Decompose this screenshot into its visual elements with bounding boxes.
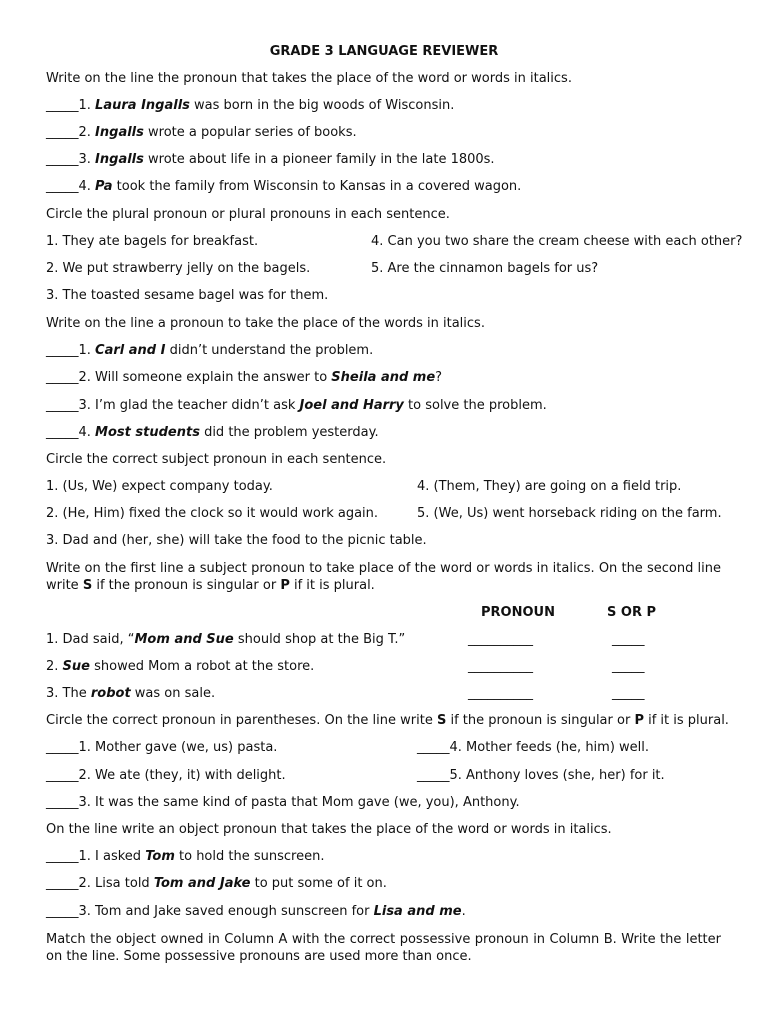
s4-item-4: 4. (Them, They) are going on a field trip.: [417, 479, 682, 494]
section-5-instruction: [46, 560, 721, 594]
s5-item-2-pronoun-blank: __________: [468, 659, 533, 674]
s6-item-3: _____3. It was the same kind of pasta that Mom gave (we, you), Anthony.: [46, 795, 520, 810]
s3-item-3-post: to solve the problem.: [403, 398, 547, 413]
s6-item-1: _____1. Mother gave (we, us) pasta.: [46, 740, 278, 755]
s5-instruction-b: if the pronoun is singular or: [92, 578, 281, 593]
s1-item-3-pre: _____3.: [46, 152, 96, 167]
s2-item-5: 5. Are the cinnamon bagels for us?: [371, 261, 599, 276]
s1-item-1-post: was born in the big woods of Wisconsin.: [189, 98, 455, 113]
s5-item-2-sorp-blank: _____: [612, 659, 645, 674]
s3-item-4-post: did the problem yesterday.: [199, 425, 379, 440]
s7-item-1-pre: _____1. I asked: [46, 849, 146, 864]
s1-item-2: [46, 125, 357, 141]
section-1-instruction: Write on the line the pronoun that takes the place of the word or words in italics.: [46, 71, 572, 86]
s5-instruction-c: if it is plural.: [289, 578, 375, 593]
s7-item-2-post: to put some of it on.: [250, 876, 387, 891]
s3-item-1-italic: Carl and I: [95, 343, 166, 358]
s5-instruction-s: S: [82, 578, 93, 593]
s5-item-2-post: showed Mom a robot at the store.: [89, 659, 315, 674]
s1-item-3-post: wrote about life in a pioneer family in the late 1800s.: [143, 152, 495, 167]
s6-item-4: _____4. Mother feeds (he, him) well.: [417, 740, 650, 755]
s5-instruction-a: Write on the first line a subject pronoun to take place of the word or words in italics. On the second line write: [46, 561, 721, 593]
s3-item-3: [46, 398, 547, 414]
s1-item-2-italic: Ingalls: [95, 125, 144, 140]
s5-item-2-pre: 2.: [46, 659, 63, 674]
s1-item-4-italic: Pa: [95, 179, 113, 194]
s4-item-1: 1. (Us, We) expect company today.: [46, 479, 273, 494]
s3-item-2-italic: Sheila and me: [331, 370, 436, 385]
s1-item-1-pre: _____1.: [46, 98, 96, 113]
s3-item-2-pre: _____2. Will someone explain the answer to: [46, 370, 332, 385]
section-7-instruction: On the line write an object pronoun that takes the place of the word or words in italics.: [46, 822, 612, 837]
s3-item-1-post: didn’t understand the problem.: [165, 343, 374, 358]
s1-item-4: [46, 179, 521, 195]
section-3-instruction: Write on the line a pronoun to take the place of the words in italics.: [46, 316, 485, 331]
s7-item-2: [46, 876, 387, 892]
s1-item-2-pre: _____2.: [46, 125, 96, 140]
s3-item-4-pre: _____4.: [46, 425, 96, 440]
s5-item-1-post: should shop at the Big T.”: [233, 632, 406, 647]
s5-item-3: [46, 686, 215, 702]
s7-item-3-post: .: [461, 904, 466, 919]
s3-item-4: [46, 425, 379, 441]
s3-item-1: [46, 343, 373, 359]
column-header-s-or-p: S OR P: [607, 605, 657, 620]
s3-item-2: [46, 370, 442, 386]
s5-item-1-pronoun-blank: __________: [468, 632, 533, 647]
s2-item-4: 4. Can you two share the cream cheese with each other?: [371, 234, 743, 249]
s6-instruction-b: if the pronoun is singular or: [446, 713, 635, 728]
s1-item-2-post: wrote a popular series of books.: [143, 125, 357, 140]
page-title: GRADE 3 LANGUAGE REVIEWER: [269, 44, 499, 59]
s5-item-3-sorp-blank: _____: [612, 686, 645, 701]
s7-item-1: [46, 849, 324, 865]
section-4-instruction: Circle the correct subject pronoun in each sentence.: [46, 452, 387, 467]
s6-instruction-c: if it is plural.: [643, 713, 729, 728]
s5-item-1-italic: Mom and Sue: [134, 632, 234, 647]
s5-item-1: [46, 632, 405, 648]
s3-item-1-pre: _____1.: [46, 343, 96, 358]
s3-item-3-pre: _____3. I’m glad the teacher didn’t ask: [46, 398, 300, 413]
s4-item-3: 3. Dad and (her, she) will take the food to the picnic table.: [46, 533, 427, 548]
s6-instruction-s: S: [436, 713, 447, 728]
section-8-instruction: Match the object owned in Column A with the correct possessive pronoun in Column B. Write the letter on the line. Some possessive pronouns are used more than once.: [46, 932, 721, 964]
s2-item-3: 3. The toasted sesame bagel was for them.: [46, 288, 329, 303]
s2-item-2: 2. We put strawberry jelly on the bagels.: [46, 261, 311, 276]
s3-item-3-italic: Joel and Harry: [299, 398, 404, 413]
s2-item-1: 1. They ate bagels for breakfast.: [46, 234, 259, 249]
s7-item-1-italic: Tom: [145, 849, 175, 864]
s4-item-2: 2. (He, Him) fixed the clock so it would work again.: [46, 506, 379, 521]
s1-item-3-italic: Ingalls: [95, 152, 144, 167]
s7-item-3: [46, 904, 466, 920]
column-header-pronoun: PRONOUN: [481, 605, 555, 620]
s5-item-3-pronoun-blank: __________: [468, 686, 533, 701]
s1-item-1: [46, 98, 454, 114]
s6-item-5: _____5. Anthony loves (she, her) for it.: [417, 768, 665, 783]
s5-item-3-post: was on sale.: [130, 686, 216, 701]
s7-item-3-pre: _____3. Tom and Jake saved enough sunscreen for: [46, 904, 374, 919]
s1-item-4-post: took the family from Wisconsin to Kansas in a covered wagon.: [112, 179, 522, 194]
s7-item-3-italic: Lisa and me: [373, 904, 462, 919]
s7-item-1-post: to hold the sunscreen.: [174, 849, 325, 864]
s1-item-3: [46, 152, 495, 168]
s5-item-1-pre: 1. Dad said, “: [46, 632, 135, 647]
s5-item-2-italic: Sue: [62, 659, 90, 674]
s5-instruction-p: P: [280, 578, 290, 593]
section-2-instruction: Circle the plural pronoun or plural pronouns in each sentence.: [46, 207, 450, 222]
s6-instruction-p: P: [634, 713, 644, 728]
s6-instruction-a: Circle the correct pronoun in parentheses. On the line write: [46, 713, 437, 728]
s1-item-1-italic: Laura Ingalls: [95, 98, 190, 113]
s1-item-4-pre: _____4.: [46, 179, 96, 194]
s4-item-5: 5. (We, Us) went horseback riding on the farm.: [417, 506, 722, 521]
s3-item-2-post: ?: [435, 370, 443, 385]
s3-item-4-italic: Most students: [95, 425, 200, 440]
s5-item-2: [46, 659, 314, 675]
s7-item-2-italic: Tom and Jake: [153, 876, 251, 891]
s7-item-2-pre: _____2. Lisa told: [46, 876, 154, 891]
s5-item-3-italic: robot: [90, 686, 131, 701]
s5-item-1-sorp-blank: _____: [612, 632, 645, 647]
section-6-instruction: [46, 713, 729, 729]
s6-item-2: _____2. We ate (they, it) with delight.: [46, 768, 286, 783]
s5-item-3-pre: 3. The: [46, 686, 91, 701]
